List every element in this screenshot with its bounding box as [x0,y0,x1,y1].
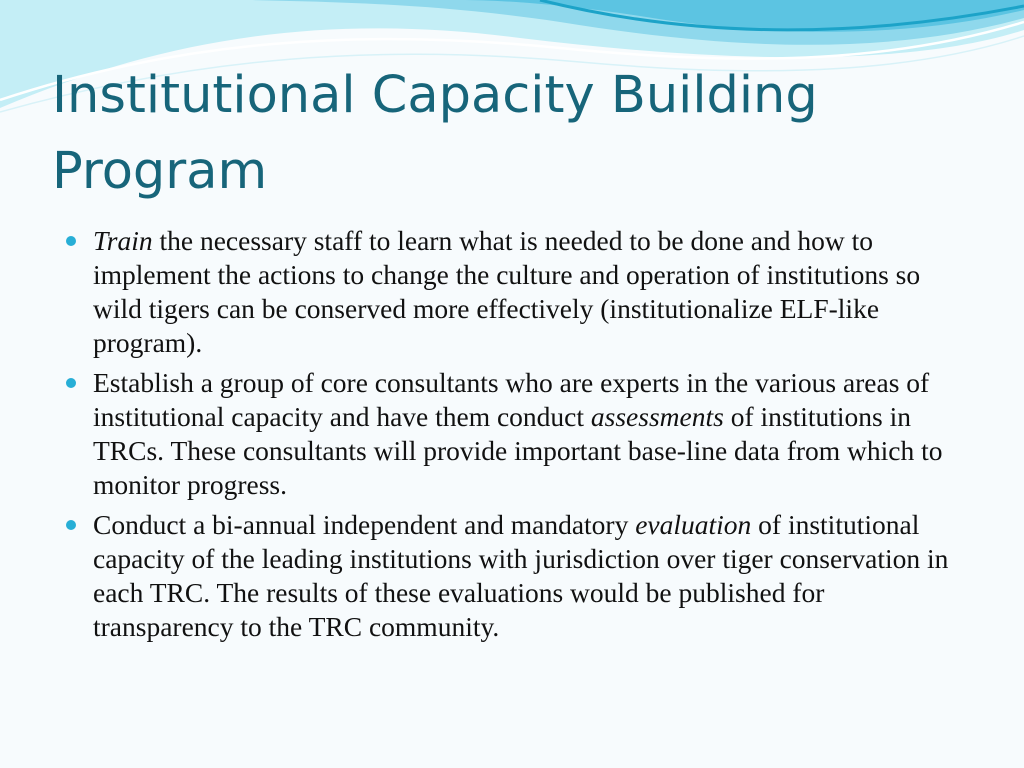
bullet-text-post: of institutions in TRCs. These consultants will provide important base-line data from which to monitor progress. [93,401,943,500]
bullet-item-train [66,224,966,360]
emphasis-assessments: assessments [590,401,724,432]
bullet-item-assessments [66,366,966,502]
bullet-item-evaluation [66,508,966,644]
emphasis-train: Train [93,225,153,256]
bullet-text-pre: Conduct a bi-annual independent and mandatory [93,509,636,540]
bullet-dot-icon [66,236,76,246]
bullet-dot-icon [66,378,76,388]
slide-title: Institutional Capacity Building Program [52,66,818,201]
bullet-list [66,224,966,650]
bullet-text-pre: Establish a group of core consultants who are experts in the various areas of institutional capacity and have them conduct [93,367,930,432]
bullet-text-post: of institutional capacity of the leading institutions with jurisdiction over tiger conservation in each TRC. The results of these evaluations would be published for transparency to the TRC community. [93,509,949,642]
emphasis-evaluation: evaluation [635,509,752,540]
bullet-dot-icon [66,520,76,530]
bullet-text: the necessary staff to learn what is needed to be done and how to implement the actions to change the culture and operation of institutions so wild tigers can be conserved more effectively (institutionalize ELF-like program). [93,225,921,358]
